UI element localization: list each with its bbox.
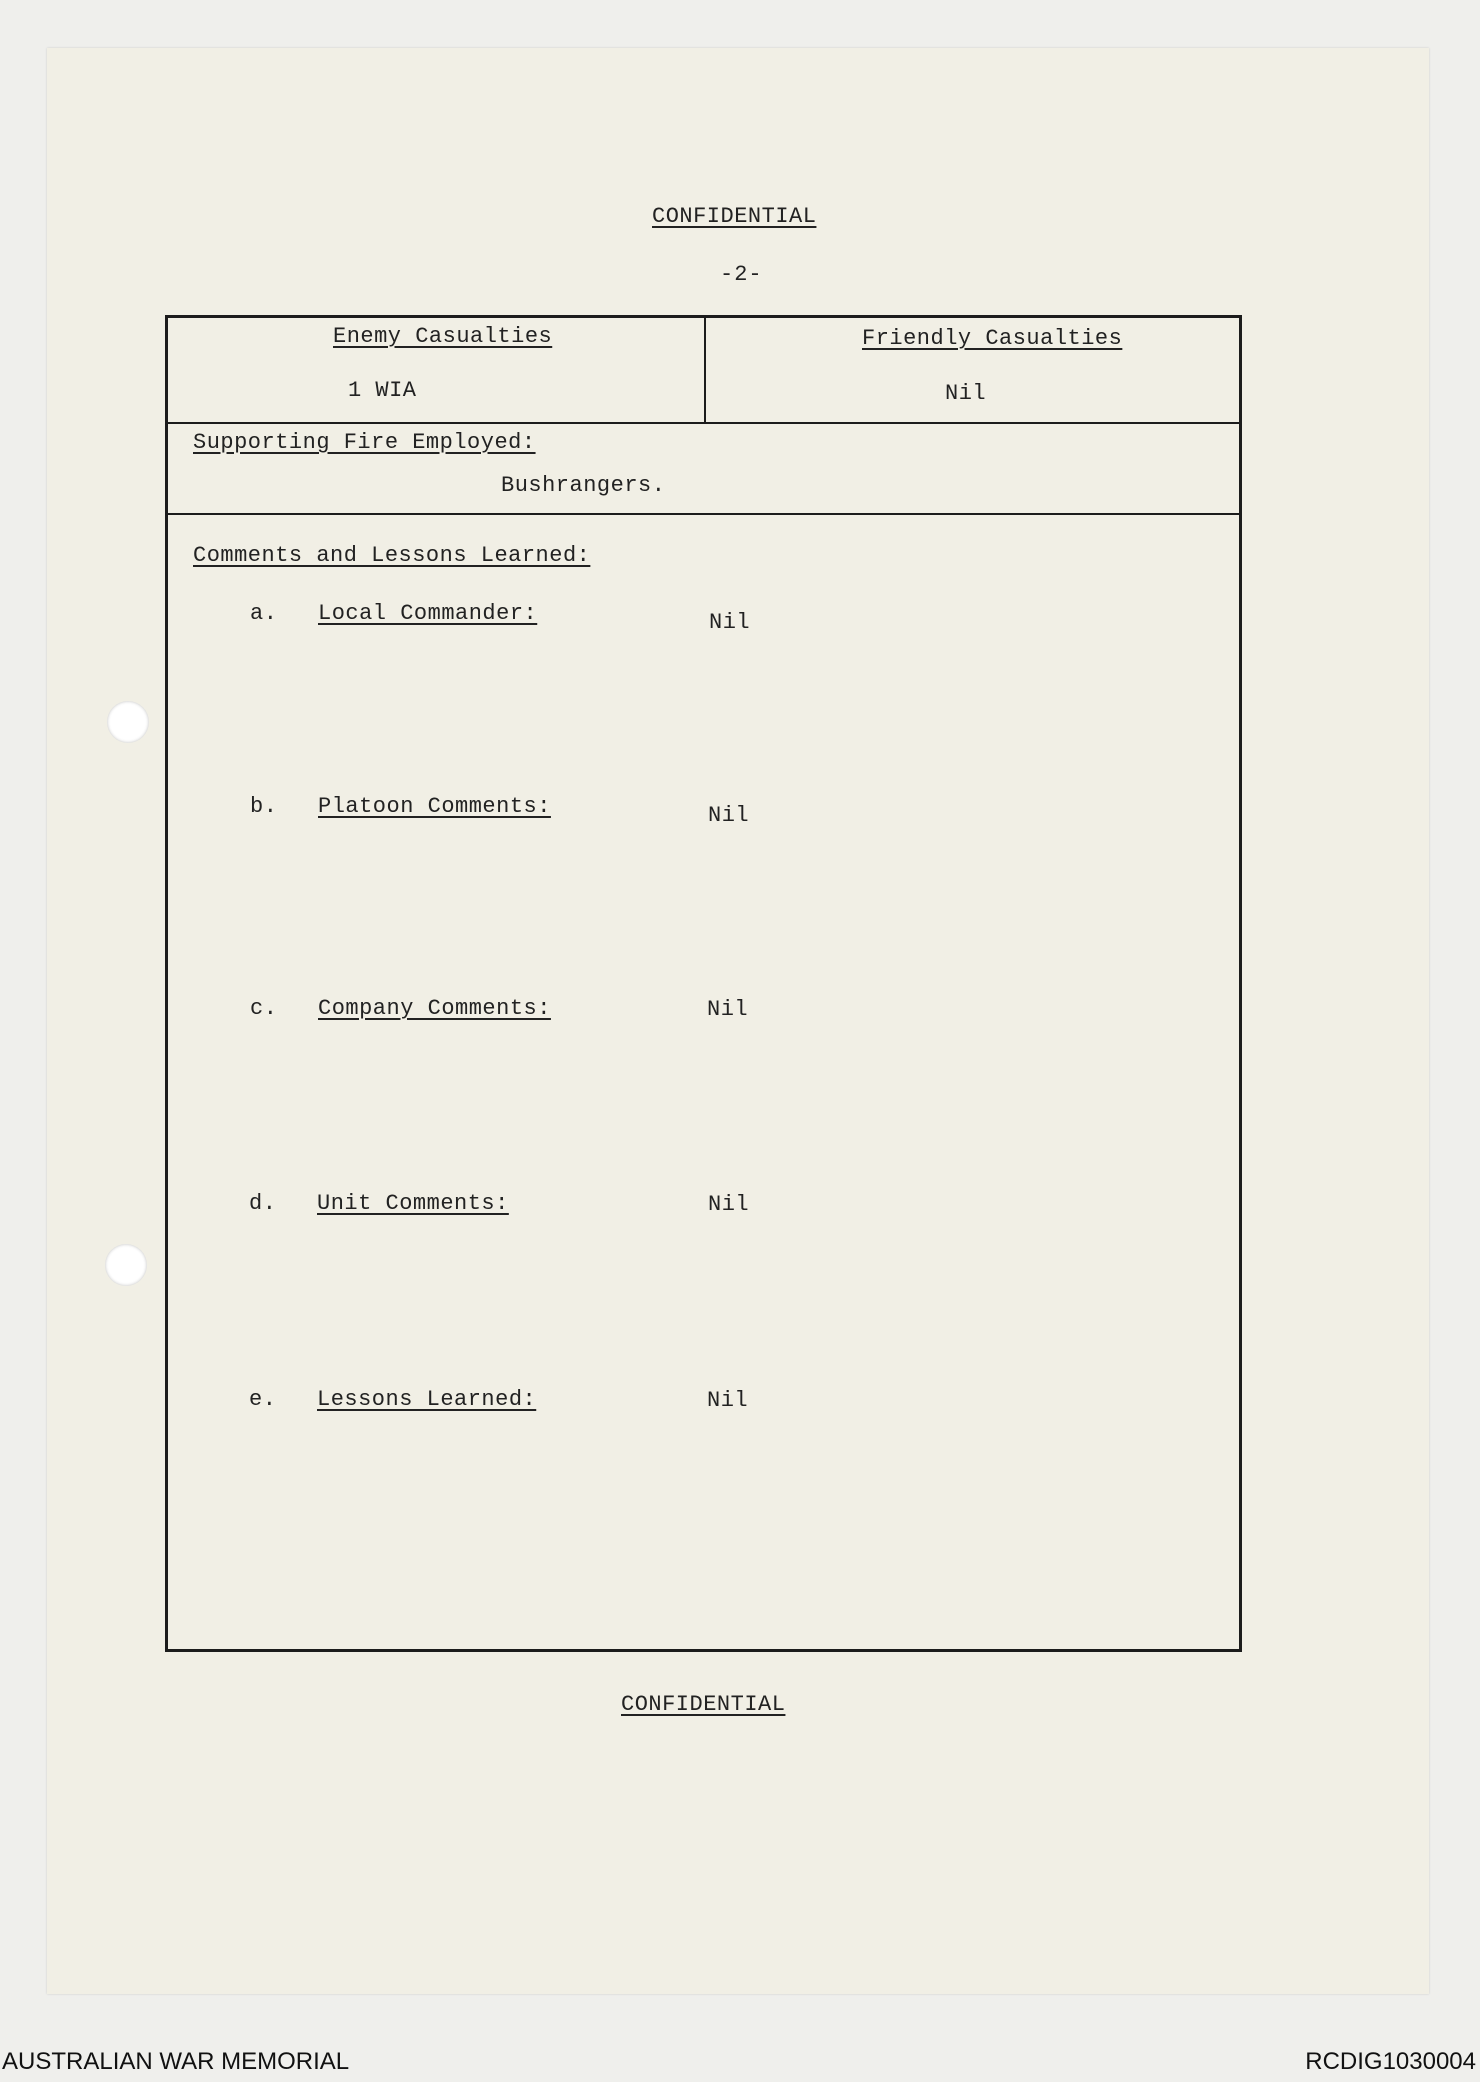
comment-letter: d.	[249, 1191, 277, 1216]
comment-label-lessons: Lessons Learned:	[317, 1387, 537, 1412]
row-divider-2	[168, 513, 1239, 515]
comment-value: Nil	[707, 1388, 749, 1413]
comment-label-platoon: Platoon Comments:	[318, 794, 551, 819]
comment-letter: b.	[250, 794, 278, 819]
header-classification: CONFIDENTIAL	[652, 204, 817, 229]
comment-letter: a.	[250, 601, 278, 626]
comment-letter: c.	[250, 996, 278, 1021]
comment-letter: e.	[249, 1387, 277, 1412]
comment-value: Nil	[709, 610, 751, 635]
report-form	[165, 315, 1242, 1652]
row-divider-1	[168, 422, 1239, 424]
supporting-fire-value: Bushrangers.	[501, 473, 666, 498]
friendly-casualties-value: Nil	[945, 381, 987, 406]
supporting-fire-label: Supporting Fire Employed:	[193, 430, 536, 455]
comment-value: Nil	[707, 997, 749, 1022]
punch-hole-bottom	[105, 1244, 147, 1286]
page-number: -2-	[720, 262, 763, 287]
enemy-casualties-value: 1 WIA	[348, 378, 417, 403]
punch-hole-top	[107, 701, 149, 743]
friendly-casualties-label: Friendly Casualties	[862, 326, 1123, 351]
comments-label: Comments and Lessons Learned:	[193, 543, 591, 568]
enemy-casualties-label: Enemy Casualties	[333, 324, 553, 349]
footer-classification: CONFIDENTIAL	[621, 1692, 786, 1717]
comment-label-company: Company Comments:	[318, 996, 551, 1021]
watermark-left: AUSTRALIAN WAR MEMORIAL	[2, 2048, 350, 2075]
casualties-divider	[704, 318, 706, 422]
watermark-right: RCDIG1030004	[1305, 2048, 1476, 2075]
comment-label-unit: Unit Comments:	[317, 1191, 509, 1216]
comment-label-local-commander: Local Commander:	[318, 601, 538, 626]
comment-value: Nil	[708, 803, 750, 828]
comment-value: Nil	[708, 1192, 750, 1217]
